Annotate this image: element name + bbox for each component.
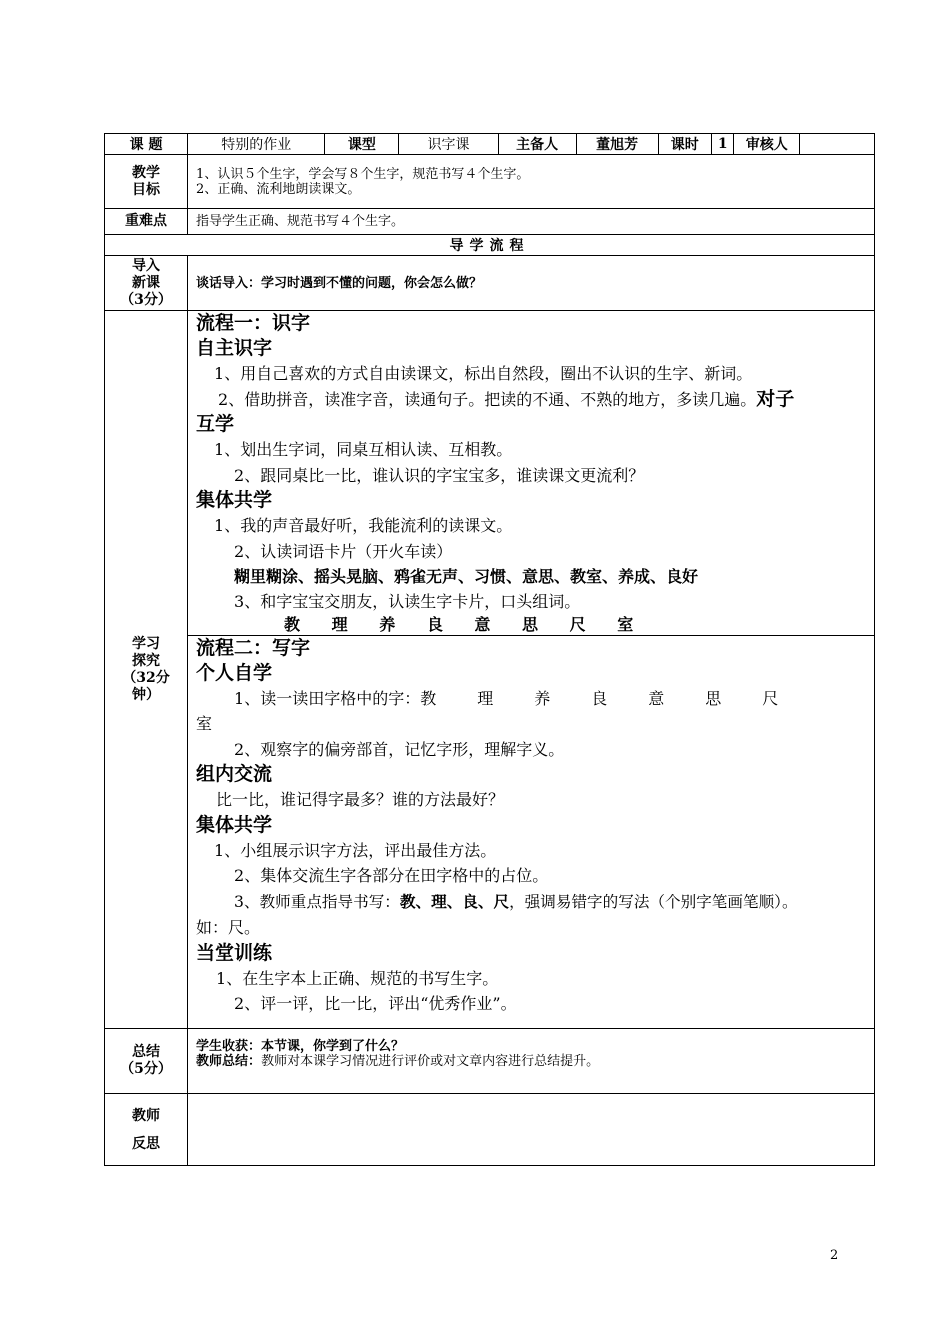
type-value: 识字课 [399,134,498,155]
part2-exchange-title: 组内交流 [196,763,273,785]
part1-self-1: 1、用自己喜欢的方式自由读课文，标出自然段，圈出不认识的生字、新词。 [214,364,753,383]
teacher-summary-label: 教师总结： [196,1054,262,1069]
char-2: 理 [331,614,348,634]
goal-line-1: 1、认识５个生字，学会写８个生字，规范书写４个生字。 [196,166,530,182]
explore-label: 学习 探究 （32分 钟） [105,311,188,1029]
part2-group-3 [196,889,866,916]
character-list [196,615,866,635]
char-4: 良 [426,614,443,634]
period-label: 课时 [658,134,711,155]
goals-label: 教学 目标 [105,155,188,209]
intro-label: 导入 新课 （3分） [105,256,188,311]
part1-pair-2: 2、跟同桌比一比，谁认识的字宝宝多，谁读课文更流利？ [234,465,645,485]
goals-content [188,155,875,209]
summary-content [188,1029,875,1094]
vocabulary-words: 糊里糊涂、摇头晃脑、鸦雀无声、习惯、意思、教室、养成、良好 [234,567,699,586]
part2-exchange-1: 比一比，谁记得字最多？谁的方法最好？ [216,790,505,809]
difficulty-text: 指导学生正确、规范书写４个生字。 [188,209,875,235]
difficulty-label: 重难点 [105,209,188,235]
part1-group-3: 3、和字宝宝交朋友，认读生字卡片，口头组词。 [234,592,581,611]
part2-self-1-last: 室 [196,714,213,733]
lesson-plan-sheet [104,133,875,1166]
part2-group-3d: 如：尺。 [196,918,261,937]
flow-title-row [105,235,875,256]
type-label: 课型 [325,134,399,155]
part2-group-3b: 教、理、良、尺 [399,891,510,911]
difficulty-row [105,209,875,235]
part2-title: 流程二：写字 [196,636,311,659]
self-char-5: 意 [648,688,665,708]
teacher-summary-text: 教师对本课学习情况进行评价或对文章内容进行总结提升。 [261,1054,600,1069]
preparer-label: 主备人 [498,134,576,155]
part2-self-title: 个人自学 [196,661,273,684]
summary-label: 总结 （5分） [105,1029,188,1094]
self-char-2: 理 [477,688,494,708]
part1-pair-1: 1、划出生字词，同桌互相认读、互相教。 [214,440,513,459]
part1-group-2: 2、认读词语卡片（开火车读） [234,541,453,561]
part2-group-3c: ，强调易错字的写法（个别字笔画笔顺）。 [509,892,798,911]
student-summary: 学生收获：本节课，你学到了什么？ [196,1039,405,1054]
char-6: 思 [522,614,539,634]
reflection-label-2: 反思 [132,1135,161,1152]
char-5: 意 [474,614,491,634]
part1-self-2 [196,387,866,413]
part2-self-1 [196,686,866,712]
topic-label: 课 题 [105,134,188,155]
part2-group-2: 2、集体交流生字各部分在田字格中的占位。 [234,866,549,885]
part1-self-2a: 2、借助拼音，读准字音，读通句子。把读的不通、不熟的地方，多读几遍。 [218,389,757,409]
reflection-content[interactable] [188,1094,875,1166]
char-8: 室 [617,614,634,634]
period-value: 1 [711,134,734,155]
reviewer-label: 审核人 [734,134,800,155]
explore-row [105,311,875,1029]
summary-row [105,1029,875,1094]
self-char-3: 养 [534,688,551,708]
page-number: 2 [830,1248,839,1263]
self-char-1: 教 [420,688,437,708]
self-char-4: 良 [591,688,608,708]
part1-title: 流程一：识字 [196,312,311,334]
part1-self-title: 自主识字 [196,337,273,359]
part1-group-1: 1、我的声音最好听，我能流利的读课文。 [214,516,513,535]
part2-self-1-text: 1、读一读田字格中的字： [234,688,421,708]
self-char-7: 尺 [762,688,779,708]
explore-content [188,311,875,1029]
header-row [105,134,875,155]
topic-value: 特别的作业 [188,134,325,155]
intro-row [105,256,875,311]
reflection-label-1: 教师 [132,1107,161,1124]
part1-group-title: 集体共学 [196,489,273,511]
part2-train-1: 1、在生字本上正确、规范的书写生字。 [216,968,499,988]
preparer-value: 董旭芳 [576,134,658,155]
part2-group-1: 1、小组展示识字方法，评出最佳方法。 [214,840,497,860]
part2-train-2: 2、评一评，比一比，评出“优秀作业”。 [234,994,517,1013]
part1-self-2b: 对子 [756,387,795,410]
reflection-row [105,1094,875,1166]
self-char-6: 思 [705,688,722,708]
reflection-label [105,1094,188,1166]
lesson-plan-table [104,133,875,1166]
part2-train-title: 当堂训练 [196,941,273,964]
part2-group-3a: 3、教师重点指导书写： [234,892,400,911]
flow-title: 导学流程 [105,235,875,256]
char-7: 尺 [569,614,586,634]
char-1: 教 [284,614,301,634]
part1-pair-title: 互学 [196,413,235,435]
part2-group-title: 集体共学 [196,813,273,836]
reviewer-value [800,134,875,155]
teacher-summary [196,1054,866,1069]
intro-text: 谈话导入：学习时遇到不懂的问题，你会怎么做？ [188,256,875,311]
goal-line-2: 2、正确、流利地朗读课文。 [196,181,361,197]
goals-row [105,155,875,209]
char-3: 养 [379,614,396,634]
part2-self-2: 2、观察字的偏旁部首，记忆字形，理解字义。 [234,739,565,759]
